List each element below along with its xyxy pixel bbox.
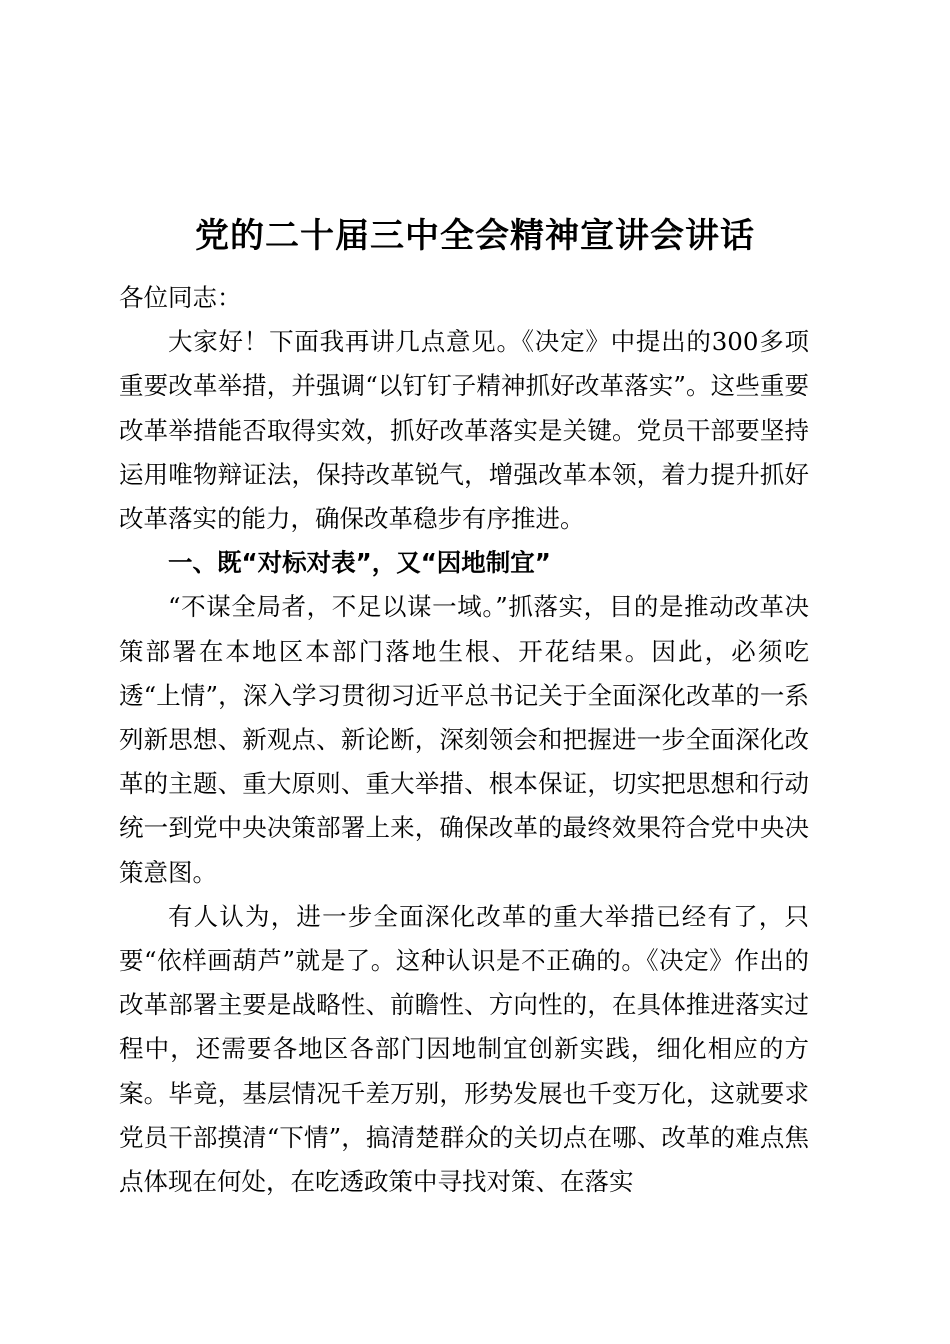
document-title: 党的二十届三中全会精神宣讲会讲话 — [195, 216, 755, 256]
intro-paragraph: 大家好！下面我再讲几点意见。《决定》中提出的300多项重要改革举措，并强调“以钉钉子精神抓好改革落实”。这些重要改革举措能否取得实效，抓好改革落实是关键。党员干部要坚持运用唯物辩证法，保持改革锐气，增强改革本领，着力提升抓好改革落实的能力，确保改革稳步有序推进。 — [119, 327, 809, 534]
section-heading: 一、既“对标对表”，又“因地制宜” — [168, 548, 551, 578]
section-paragraph: 有人认为，进一步全面深化改革的重大举措已经有了，只要“依样画葫芦”就是了。这种认识是不正确的。《决定》作出的改革部署主要是战略性、前瞻性、方向性的，在具体推进落实过程中，还需要各地区各部门因地制宜创新实践，细化相应的方案。毕竟，基层情况千差万别，形势发展也千变万化，这就要求党员干部摸清“下情”，搞清楚群众的关切点在哪、改革的难点焦点体现在何处，在吃透政策中寻找对策、在落实 — [119, 901, 809, 1197]
document-body — [119, 276, 809, 1204]
section-paragraph: “不谋全局者，不足以谋一域。”抓落实，目的是推动改革决策部署在本地区本部门落地生根、开花结果。因此，必须吃透“上情”，深入学习贯彻习近平总书记关于全面深化改革的一系列新思想、新观点、新论断，深刻领会和把握进一步全面深化改革的主题、重大原则、重大举措、根本保证，切实把思想和行动统一到党中央决策部署上来，确保改革的最终效果符合党中央决策意图。 — [119, 592, 809, 887]
salutation: 各位同志： — [119, 283, 242, 312]
